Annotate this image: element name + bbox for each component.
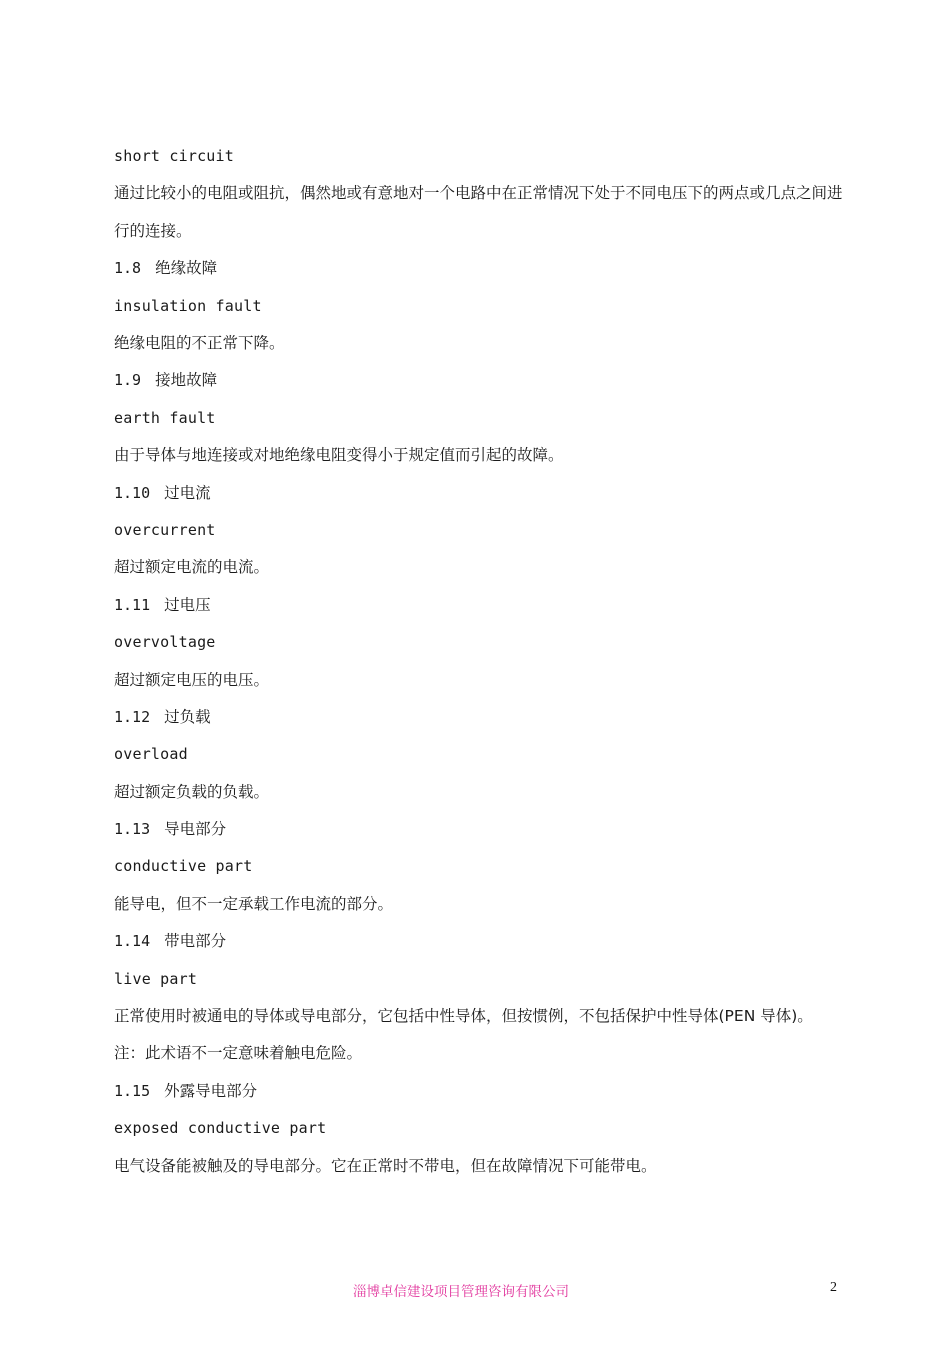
term-definition: 正常使用时被通电的导体或导电部分，它包括中性导体，但按惯例，不包括保护中性导体(PEN 导体)。 [114, 1007, 813, 1026]
term-heading [114, 923, 854, 960]
term-title: 过电流 [164, 483, 211, 502]
footer-page-number: 2 [830, 1280, 837, 1295]
term-title: 过电压 [164, 595, 211, 614]
term-number: 1.15 [114, 1081, 151, 1100]
term-definition: 能导电，但不一定承载工作电流的部分。 [114, 894, 394, 913]
term-number: 1.9 [114, 371, 142, 390]
term-english: overvoltage [114, 633, 216, 652]
term-english: live part [114, 969, 198, 988]
footer-company-name: 淄博卓信建设项目管理咨询有限公司 [353, 1284, 569, 1300]
term-english: overcurrent [114, 520, 216, 539]
term-number: 1.11 [114, 595, 151, 614]
term-title: 绝缘故障 [155, 259, 218, 278]
term-heading [114, 1073, 854, 1110]
term-number: 1.8 [114, 259, 142, 278]
term-number: 1.12 [114, 707, 151, 726]
term-definition: 超过额定电压的电压。 [114, 670, 270, 689]
term-heading [114, 699, 854, 736]
term-definition: 由于导体与地连接或对地绝缘电阻变得小于规定值而引起的故障。 [114, 446, 564, 465]
term-note: 注：此术语不一定意味着触电危险。 [114, 1044, 363, 1063]
term-english: insulation fault [114, 296, 262, 315]
term-definition: 绝缘电阻的不正常下降。 [114, 333, 285, 352]
document-body [114, 138, 854, 1185]
term-title: 导电部分 [164, 820, 227, 839]
term-definition: 电气设备能被触及的导电部分。它在正常时不带电，但在故障情况下可能带电。 [114, 1156, 657, 1175]
term-heading [114, 250, 854, 287]
term-heading [114, 362, 854, 399]
term-english: exposed conductive part [114, 1119, 327, 1138]
term-title: 接地故障 [155, 371, 218, 390]
term-title: 外露导电部分 [164, 1081, 258, 1100]
term-english: overload [114, 745, 188, 764]
term-definition: 通过比较小的电阻或阻抗，偶然地或有意地对一个电路中在正常情况下处于不同电压下的两点或几点之间进行的连接。 [114, 184, 843, 240]
term-english: earth fault [114, 408, 216, 427]
term-definition: 超过额定电流的电流。 [114, 558, 270, 577]
term-title: 带电部分 [164, 932, 227, 951]
term-title: 过负载 [164, 707, 211, 726]
term-english: conductive part [114, 857, 253, 876]
term-english: short circuit [114, 147, 234, 165]
term-heading [114, 587, 854, 624]
term-number: 1.13 [114, 820, 151, 839]
term-number: 1.10 [114, 483, 151, 502]
term-heading [114, 475, 854, 512]
term-heading [114, 811, 854, 848]
term-number: 1.14 [114, 932, 151, 951]
term-definition: 超过额定负载的负载。 [114, 782, 270, 801]
